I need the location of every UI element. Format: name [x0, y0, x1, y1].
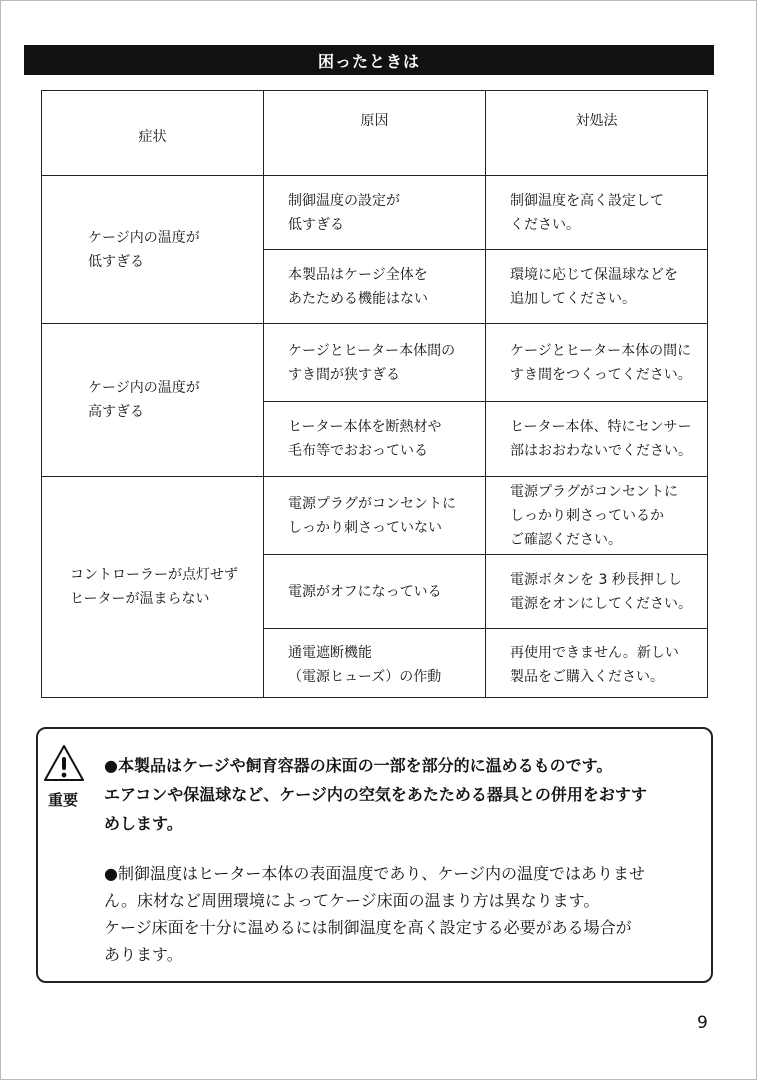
remedy-cell: ヒーター本体、特にセンサー 部はおおわないでください。	[486, 402, 708, 477]
warning-icon	[43, 743, 85, 783]
page-title: 困ったときは	[24, 45, 714, 75]
cause-cell: 制御温度の設定が 低すぎる	[264, 176, 486, 250]
remedy-cell: 環境に応じて保温球などを 追加してください。	[486, 250, 708, 324]
header-remedy: 対処法	[486, 91, 708, 176]
table-row	[42, 324, 708, 402]
symptom-cell: ケージ内の温度が 低すぎる	[42, 176, 264, 324]
table-row	[42, 176, 708, 250]
symptom-cell: コントローラーが点灯せず ヒーターが温まらない	[42, 477, 264, 698]
notice-paragraph-1: ●本製品はケージや飼育容器の床面の一部を部分的に温めるものです。 エアコンや保温球など、ケージ内の空気をあたためる器具との併用をおすす めします。	[104, 756, 648, 833]
remedy-cell: 電源ボタンを 3 秒長押しし 電源をオンにしてください。	[486, 555, 708, 629]
important-notice	[36, 727, 713, 983]
remedy-cell: 再使用できません。新しい 製品をご購入ください。	[486, 629, 708, 698]
important-label: 重要	[48, 791, 79, 809]
page-number: 9	[697, 1013, 708, 1033]
cause-cell: 本製品はケージ全体を あたためる機能はない	[264, 250, 486, 324]
troubleshooting-table	[41, 90, 708, 698]
cause-cell: 通電遮断機能 （電源ヒューズ）の作動	[264, 629, 486, 698]
table-row	[42, 477, 708, 555]
header-cause: 原因	[264, 91, 486, 176]
cause-cell: ケージとヒーター本体間の すき間が狭すぎる	[264, 324, 486, 402]
remedy-cell: ケージとヒーター本体の間に すき間をつくってください。	[486, 324, 708, 402]
cause-cell: ヒーター本体を断熱材や 毛布等でおおっている	[264, 402, 486, 477]
header-symptom: 症状	[42, 91, 264, 176]
remedy-cell: 制御温度を高く設定して ください。	[486, 176, 708, 250]
cause-cell: 電源プラグがコンセントに しっかり刺さっていない	[264, 477, 486, 555]
symptom-cell: ケージ内の温度が 高すぎる	[42, 324, 264, 477]
table-header-row	[42, 91, 708, 176]
cause-cell: 電源がオフになっている	[264, 555, 486, 629]
remedy-cell: 電源プラグがコンセントに しっかり刺さっているか ご確認ください。	[486, 477, 708, 555]
notice-paragraph-2: ●制御温度はヒーター本体の表面温度であり、ケージ内の温度ではありませ ん。床材など周囲環境によってケージ床面の温まり方は異なります。 ケージ床面を十分に温めるには制御温度を高く設定する必要がある場合が あります。	[104, 864, 646, 964]
